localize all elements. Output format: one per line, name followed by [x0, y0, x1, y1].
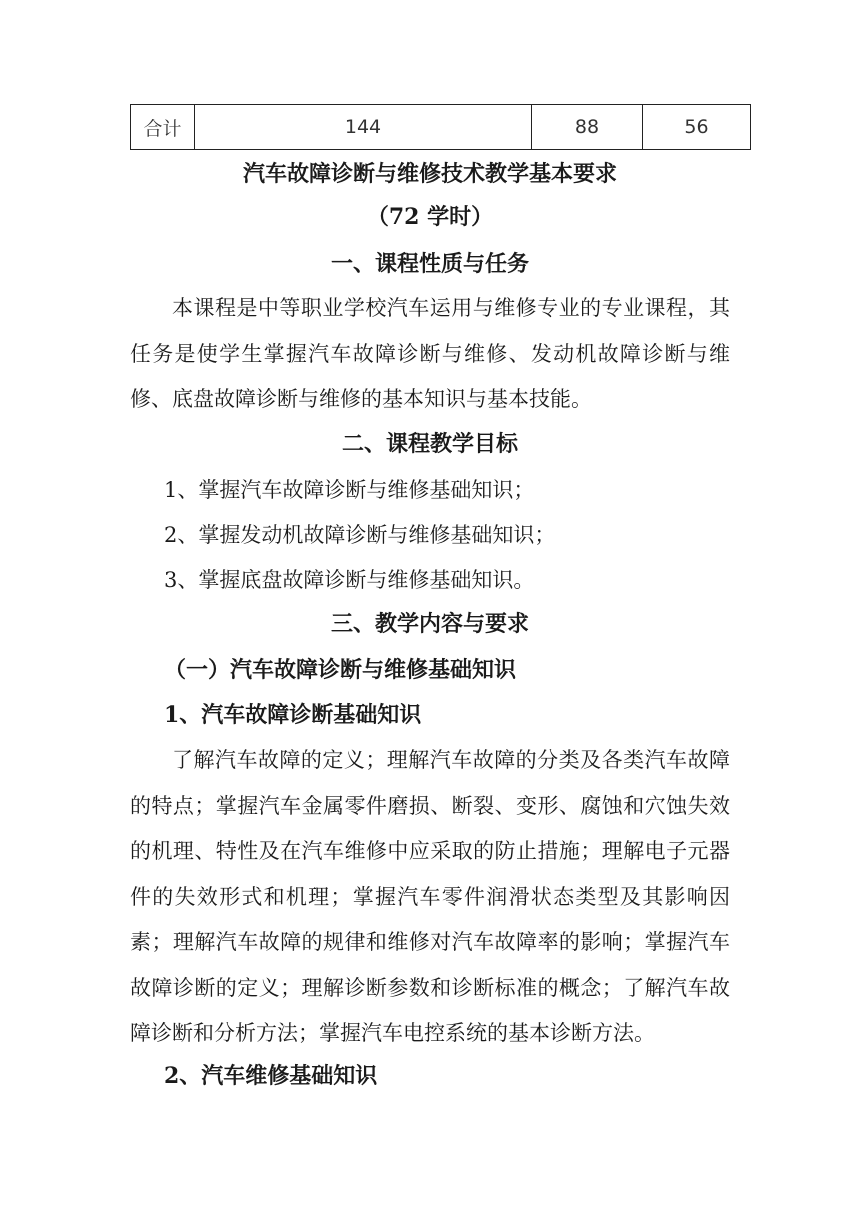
topic-1-paragraph: 了解汽车故障的定义；理解汽车故障的分类及各类汽车故障的特点；掌握汽车金属零件磨损、断裂、变形、腐蚀和穴蚀失效的机理、特性及在汽车维修中应采取的防止措施；理解电子元器件的失效形式和机理；掌握汽车零件润滑状态类型及其影响因素；理解汽车故障的规律和维修对汽车故障率的影响；掌握汽车故障诊断的定义；理解诊断参数和诊断标准的概念；了解汽车故障诊断和分析方法；掌握汽车电控系统的基本诊断方法。 [130, 748, 730, 1045]
part-1-heading: （一）汽车故障诊断与维修基础知识 [164, 657, 517, 683]
table-cell-label: 合计 [131, 105, 195, 150]
section-3-heading: 三、教学内容与要求 [330, 611, 529, 637]
section-1-paragraph: 本课程是中等职业学校汽车运用与维修专业的专业课程，其任务是使学生掌握汽车故障诊断与维修、发动机故障诊断与维修、底盘故障诊断与维修的基本知识与基本技能。 [130, 296, 730, 411]
table-cell-value-b: 56 [643, 105, 751, 150]
table-cell-total: 144 [195, 105, 532, 150]
topic-2-heading: 2、汽车维修基础知识 [164, 1063, 378, 1089]
objective-item-2: 2、掌握发动机故障诊断与维修基础知识； [164, 523, 556, 547]
table-cell-value-a: 88 [532, 105, 643, 150]
document-subtitle: （72 学时） [366, 204, 494, 230]
table-row [131, 105, 751, 150]
objective-item-1: 1、掌握汽车故障诊断与维修基础知识； [164, 478, 535, 502]
section-2-heading: 二、课程教学目标 [341, 431, 518, 457]
topic-1-heading: 1、汽车故障诊断基础知识 [164, 702, 422, 728]
objective-item-3: 3、掌握底盘故障诊断与维修基础知识。 [164, 568, 535, 592]
document-title: 汽车故障诊断与维修技术教学基本要求 [242, 161, 617, 187]
summary-table [130, 104, 751, 150]
section-1-heading: 一、课程性质与任务 [330, 251, 529, 277]
